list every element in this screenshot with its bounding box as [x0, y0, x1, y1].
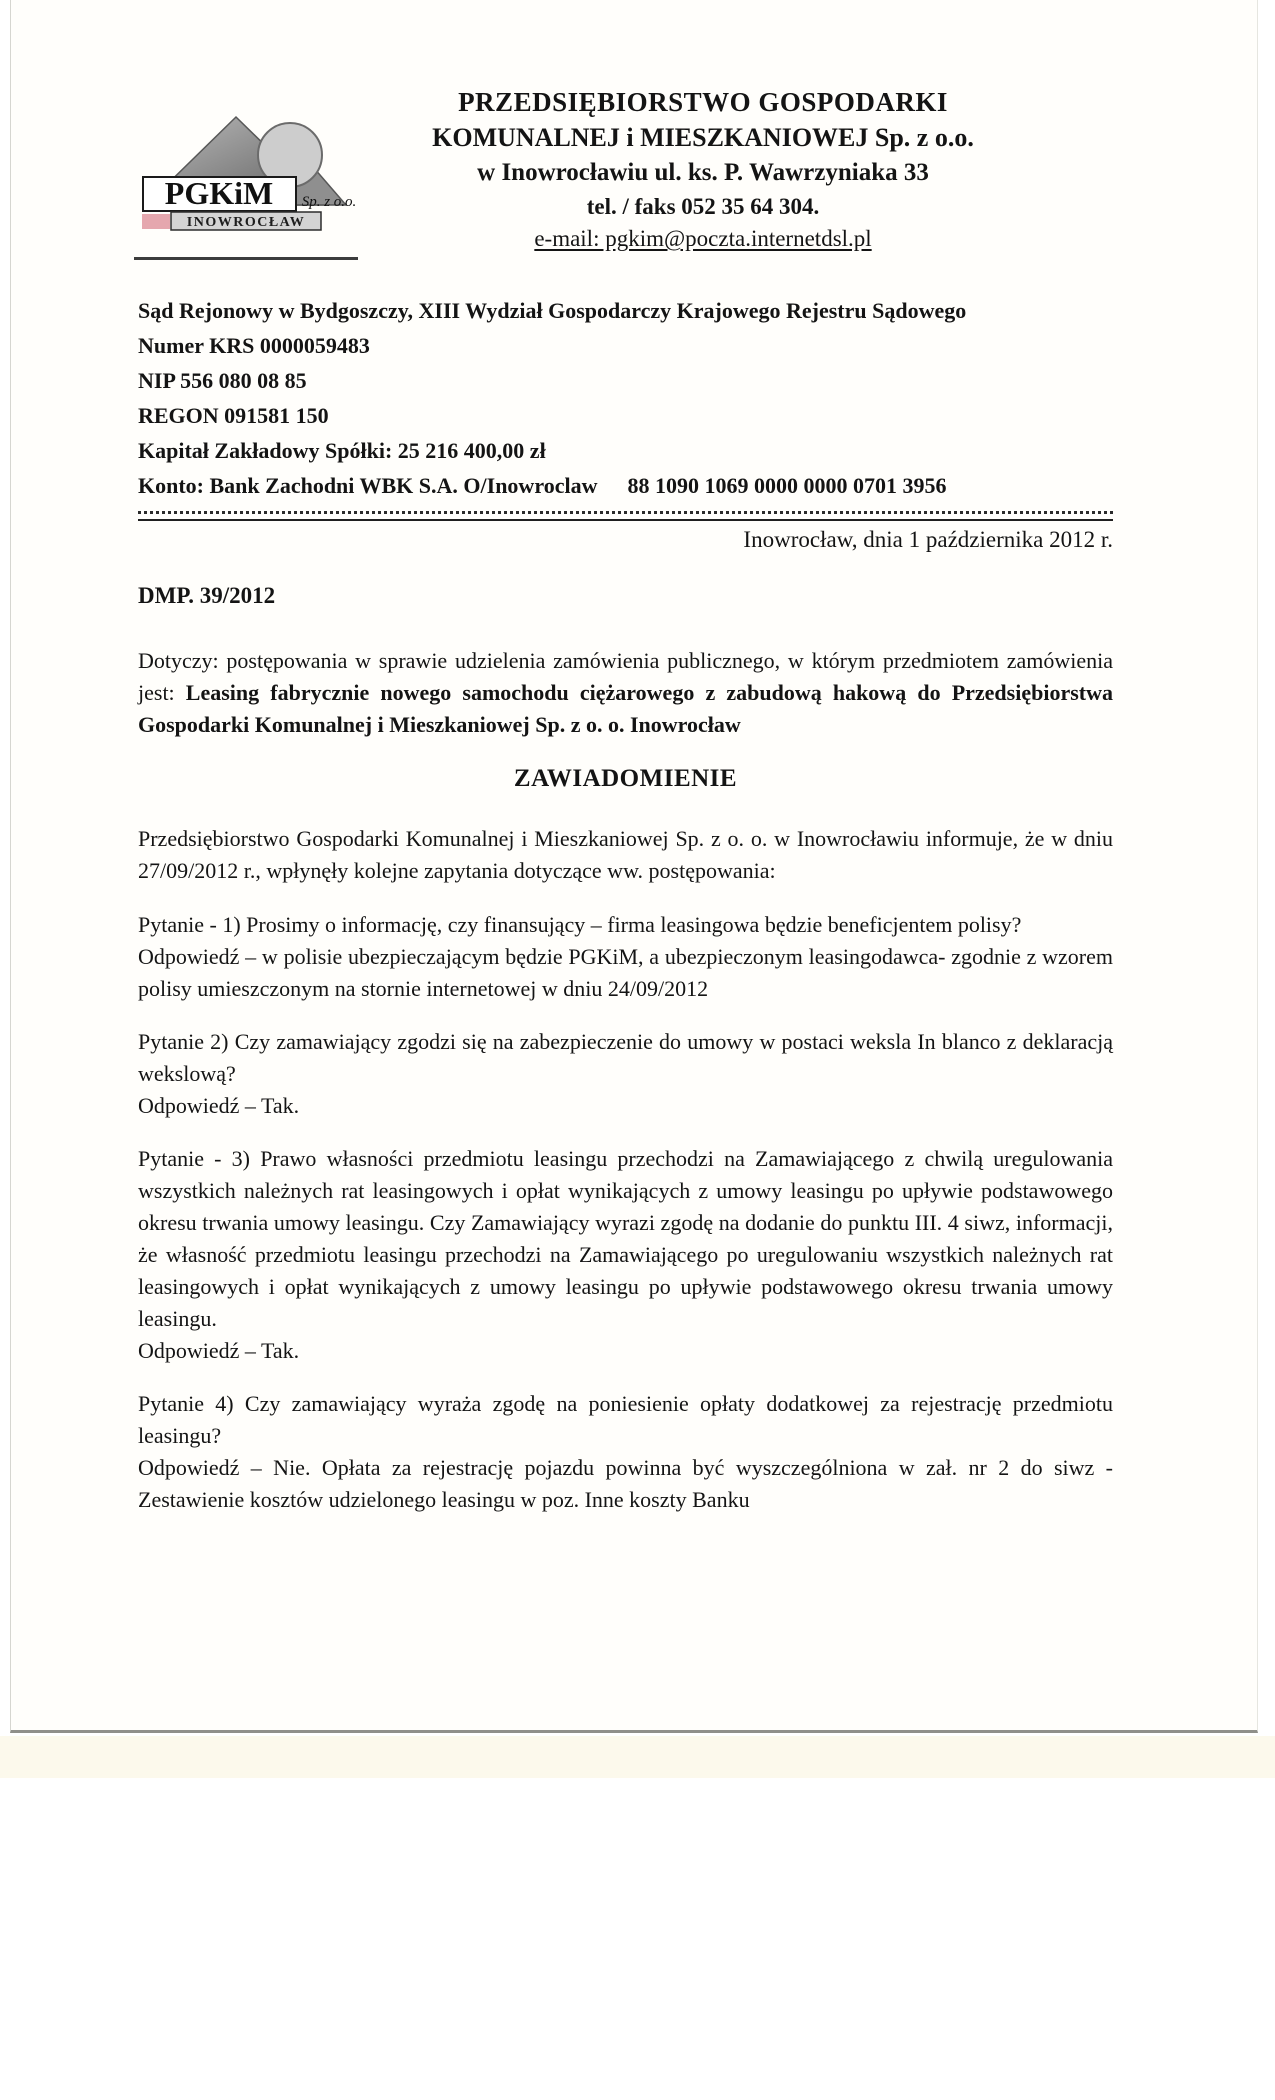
logo-underline	[134, 257, 358, 260]
question-3: Pytanie - 3) Prawo własności przedmiotu leasingu przechodzi na Zamawiającego z chwilą uregulowania wszystkich należnych rat leasingowych i opłat wynikających z umowy leasingu po upływie podstawowego okresu trwania umowy leasingu. Czy Zamawiający wyrazi zgodę na dodanie do punktu III. 4 siwz, informacji, że własność przedmiotu leasingu przechodzi na Zamawiającego po uregulowaniu wszystkich należnych rat leasingowych i opłat wynikających z umowy leasingu po upływie podstawowego okresu trwania umowy leasingu.	[138, 1146, 1113, 1331]
answer-2: Odpowiedź – Tak.	[138, 1093, 300, 1118]
logo-suffix: Sp. z o.o.	[301, 194, 357, 210]
scanner-background-band	[0, 1736, 1275, 1778]
company-address: w Inowrocławiu ul. ks. P. Wawrzyniaka 33	[477, 159, 929, 186]
notice-intro-paragraph: Przedsiębiorstwo Gospodarki Komunalnej i Mieszkaniowej Sp. z o. o. w Inowrocławiu informuje, że w dniu 27/09/2012 r., wpłynęły kolejne zapytania dotyczące ww. postępowania:	[138, 826, 1113, 883]
question-4: Pytanie 4) Czy zamawiający wyraża zgodę na poniesienie opłaty dodatkowej za rejestrację przedmiotu leasingu?	[138, 1391, 1113, 1448]
dateline: Inowrocław, dnia 1 października 2012 r.	[743, 527, 1113, 552]
registry-krs: Numer KRS 0000059483	[138, 333, 370, 358]
registry-block	[138, 293, 1113, 503]
qa-block-4	[138, 1388, 1113, 1516]
answer-4: Odpowiedź – Nie. Opłata za rejestrację pojazdu powinna być wyszczególniona w zał. nr 2 do siwz - Zestawienie kosztów udzielonego leasingu w poz. Inne koszty Banku	[138, 1455, 1113, 1512]
account-label: Konto: Bank Zachodni WBK S.A. O/Inowroclaw	[138, 473, 598, 498]
qa-block-1	[138, 909, 1113, 1005]
registry-capital: Kapitał Zakładowy Spółki: 25 216 400,00 zł	[138, 438, 546, 463]
answer-1: Odpowiedź – w polisie ubezpieczającym będzie PGKiM, a ubezpieczonym leasingodawca- zgodnie z wzorem polisy umieszczonym na stornie internetowej w dniu 24/09/2012	[138, 944, 1113, 1001]
registry-regon: REGON 091581 150	[138, 403, 329, 428]
dotted-separator	[138, 511, 1113, 521]
company-name-line-2: KOMUNALNEJ i MIESZKANIOWEJ Sp. z o.o.	[432, 123, 974, 152]
question-2: Pytanie 2) Czy zamawiający zgodzi się na zabezpieczenie do umowy w postaci weksla In blanco z deklaracją wekslową?	[138, 1029, 1113, 1086]
question-1: Pytanie - 1) Prosimy o informację, czy finansujący – firma leasingowa będzie beneficjentem polisy?	[138, 912, 1022, 937]
company-logo	[138, 103, 358, 240]
account-number: 88 1090 1069 0000 0000 0701 3956	[627, 473, 947, 498]
letterhead	[138, 85, 1113, 255]
subject-normal-text: Dotyczy: postępowania w sprawie udzielenia zamówienia publicznego, w którym przedmiotem zamówienia jest:	[138, 648, 1113, 705]
mountain-tree-logo-icon	[138, 103, 358, 235]
company-name-line-1: PRZEDSIĘBIORSTWO GOSPODARKI	[458, 87, 948, 117]
qa-block-3	[138, 1143, 1113, 1367]
registry-nip: NIP 556 080 08 85	[138, 368, 307, 393]
notice-title: ZAWIADOMIENIE	[513, 765, 738, 792]
letterhead-text	[353, 85, 1053, 255]
qa-block-2	[138, 1026, 1113, 1122]
scanned-page	[10, 0, 1258, 1733]
reference-number: DMP. 39/2012	[138, 583, 276, 608]
subject-paragraph	[138, 645, 1113, 741]
registry-court: Sąd Rejonowy w Bydgoszczy, XIII Wydział Gospodarczy Krajowego Rejestru Sądowego	[138, 298, 967, 323]
logo-city: INOWROCŁAW	[186, 215, 306, 230]
subject-bold-text: Leasing fabrycznie nowego samochodu ciężarowego z zabudową hakową do Przedsiębiorstwa Gospodarki Komunalnej i Mieszkaniowej Sp. z o. o. Inowrocław	[138, 680, 1113, 737]
logo-pink-mark	[142, 214, 170, 229]
page-content	[138, 0, 1113, 1516]
answer-3: Odpowiedź – Tak.	[138, 1338, 300, 1363]
logo-acronym: PGKiM	[164, 175, 274, 211]
registry-account	[138, 468, 1113, 503]
company-email: e-mail: pgkim@poczta.internetdsl.pl	[534, 226, 872, 251]
company-phone: tel. / faks 052 35 64 304.	[586, 194, 820, 219]
